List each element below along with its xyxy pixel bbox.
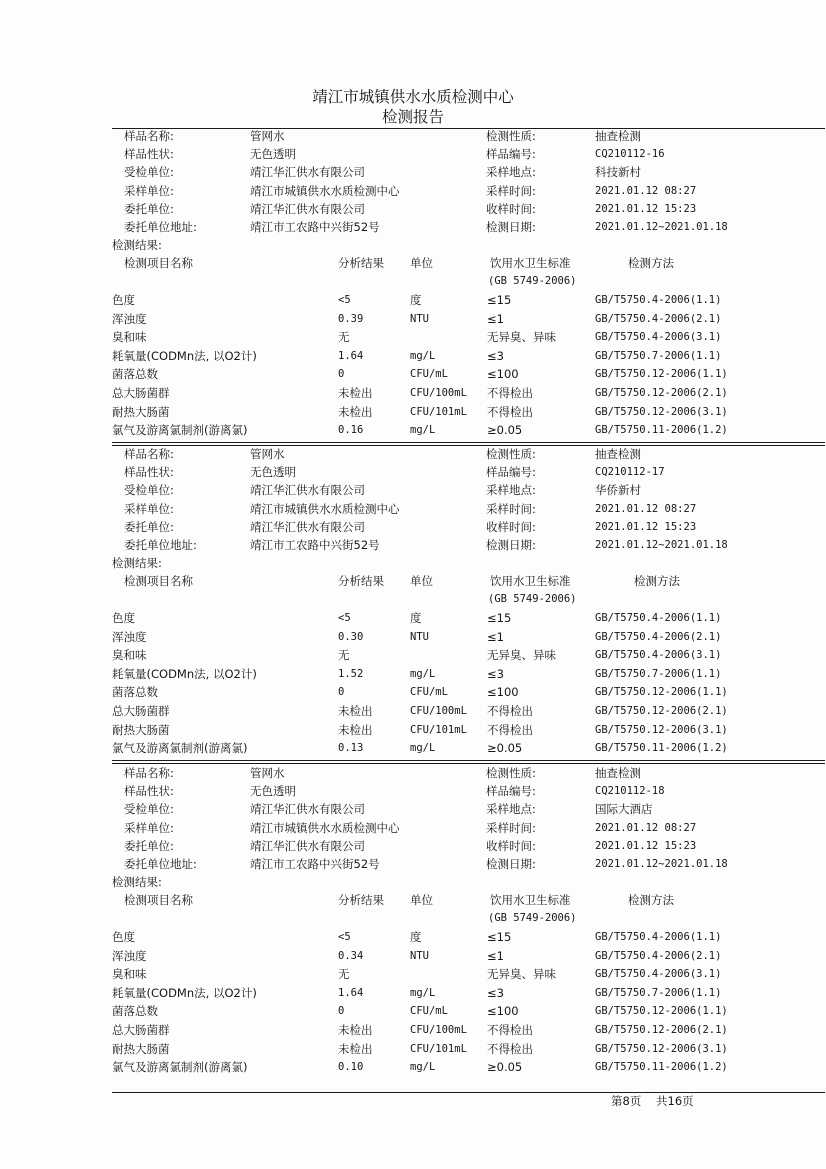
column-header-method: 检测方法 bbox=[634, 574, 680, 588]
info-value: 靖江市城镇供水水质检测中心 bbox=[250, 183, 400, 198]
info-label: 采样时间: bbox=[486, 501, 536, 516]
info-label: 委托单位: bbox=[124, 838, 174, 853]
info-label: 检测性质: bbox=[486, 766, 536, 780]
test-item-name: 耗氧量(CODMn法, 以O2计) bbox=[112, 666, 257, 681]
standard-limit: ≤15 bbox=[487, 930, 512, 944]
test-unit: NTU bbox=[410, 630, 429, 643]
info-label: 采样单位: bbox=[124, 501, 174, 516]
test-method-code: GB/T5750.12-2006(1.1) bbox=[595, 1005, 728, 1018]
sample-section bbox=[0, 768, 826, 1088]
standard-limit: 不得检出 bbox=[487, 1041, 533, 1056]
info-label: 受检单位: bbox=[124, 165, 174, 180]
info-value: 2021.01.12~2021.01.18 bbox=[595, 221, 728, 233]
info-label: 收样时间: bbox=[486, 519, 536, 534]
test-method-code: GB/T5750.4-2006(1.1) bbox=[595, 612, 722, 624]
test-result-value: 未检出 bbox=[338, 722, 373, 737]
test-result-value: 1.52 bbox=[338, 667, 364, 680]
section-divider bbox=[112, 760, 825, 764]
info-value: CQ210112-18 bbox=[595, 785, 665, 798]
column-header-result: 分析结果 bbox=[338, 574, 384, 588]
section-divider bbox=[112, 442, 825, 446]
report-title: 检测报告 bbox=[381, 108, 444, 126]
standard-limit: ≤1 bbox=[487, 948, 504, 963]
sample-section bbox=[0, 131, 826, 451]
info-label: 样品性状: bbox=[124, 784, 174, 799]
info-value: 2021.01.12~2021.01.18 bbox=[595, 539, 728, 551]
info-value: CQ210112-17 bbox=[595, 466, 665, 479]
column-header-unit: 单位 bbox=[410, 574, 433, 588]
info-label: 样品性状: bbox=[124, 147, 174, 162]
test-method-code: GB/T5750.4-2006(1.1) bbox=[595, 931, 722, 943]
standard-limit: ≤15 bbox=[487, 611, 512, 625]
info-value: 抽查检测 bbox=[595, 447, 641, 461]
info-label: 采样单位: bbox=[124, 183, 174, 198]
test-item-name: 耐热大肠菌 bbox=[112, 722, 170, 737]
test-item-name: 臭和味 bbox=[112, 967, 147, 982]
standard-limit: ≤3 bbox=[487, 666, 504, 681]
test-method-code: GB/T5750.4-2006(1.1) bbox=[595, 294, 722, 306]
test-method-code: GB/T5750.4-2006(2.1) bbox=[595, 312, 722, 325]
results-label: 检测结果: bbox=[112, 556, 162, 570]
test-method-code: GB/T5750.12-2006(2.1) bbox=[595, 387, 728, 399]
info-value: 无色透明 bbox=[250, 784, 296, 799]
test-method-code: GB/T5750.7-2006(1.1) bbox=[595, 986, 722, 999]
test-result-value: 未检出 bbox=[338, 1023, 373, 1037]
test-item-name: 总大肠菌群 bbox=[112, 386, 170, 400]
standard-limit: ≥0.05 bbox=[487, 423, 523, 438]
test-result-value: <5 bbox=[338, 294, 351, 306]
info-value: 华侨新村 bbox=[595, 483, 641, 498]
test-unit: CFU/101mL bbox=[410, 1042, 467, 1055]
info-value: 靖江华汇供水有限公司 bbox=[250, 201, 365, 216]
test-unit: CFU/mL bbox=[410, 368, 448, 381]
test-method-code: GB/T5750.11-2006(1.2) bbox=[595, 1061, 728, 1074]
test-unit: 度 bbox=[410, 930, 422, 944]
test-result-value: 0 bbox=[338, 1005, 345, 1018]
info-value: 2021.01.12 15:23 bbox=[595, 839, 697, 852]
column-header-result: 分析结果 bbox=[338, 893, 384, 907]
info-label: 委托单位地址: bbox=[124, 857, 197, 871]
standard-limit: 不得检出 bbox=[487, 404, 533, 419]
info-label: 采样地点: bbox=[486, 165, 536, 180]
info-label: 委托单位地址: bbox=[124, 538, 197, 552]
standard-limit: ≤100 bbox=[487, 367, 519, 382]
standard-limit: 不得检出 bbox=[487, 1023, 533, 1037]
column-header-standard-code: (GB 5749-2006) bbox=[488, 593, 577, 605]
test-result-value: 1.64 bbox=[338, 349, 364, 362]
info-label: 采样地点: bbox=[486, 483, 536, 498]
standard-limit: 不得检出 bbox=[487, 386, 533, 400]
info-label: 样品名称: bbox=[124, 129, 174, 143]
top-rule bbox=[112, 128, 825, 129]
info-value: 无色透明 bbox=[250, 465, 296, 480]
test-result-value: 0.30 bbox=[338, 630, 364, 643]
test-result-value: <5 bbox=[338, 931, 351, 943]
info-label: 采样时间: bbox=[486, 820, 536, 835]
info-value: 2021.01.12~2021.01.18 bbox=[595, 858, 728, 870]
test-unit: mg/L bbox=[410, 986, 436, 999]
test-item-name: 耗氧量(CODMn法, 以O2计) bbox=[112, 348, 257, 363]
test-method-code: GB/T5750.4-2006(3.1) bbox=[595, 649, 722, 662]
info-value: 2021.01.12 15:23 bbox=[595, 520, 697, 533]
info-label: 检测日期: bbox=[486, 857, 536, 871]
standard-limit: ≤100 bbox=[487, 685, 519, 700]
test-item-name: 菌落总数 bbox=[112, 367, 158, 382]
test-method-code: GB/T5750.4-2006(3.1) bbox=[595, 331, 722, 344]
standard-limit: ≤1 bbox=[487, 311, 504, 326]
test-method-code: GB/T5750.12-2006(1.1) bbox=[595, 686, 728, 699]
test-method-code: GB/T5750.7-2006(1.1) bbox=[595, 349, 722, 362]
info-label: 采样时间: bbox=[486, 183, 536, 198]
page-number: 第8页 bbox=[611, 1094, 642, 1108]
test-unit: mg/L bbox=[410, 1061, 436, 1074]
standard-limit: 不得检出 bbox=[487, 704, 533, 718]
test-unit: 度 bbox=[410, 293, 422, 307]
info-value: 靖江市城镇供水水质检测中心 bbox=[250, 820, 400, 835]
info-label: 委托单位地址: bbox=[124, 220, 197, 234]
test-item-name: 臭和味 bbox=[112, 648, 147, 663]
info-label: 样品编号: bbox=[486, 465, 536, 480]
test-method-code: GB/T5750.11-2006(1.2) bbox=[595, 424, 728, 437]
test-item-name: 色度 bbox=[112, 930, 135, 944]
info-label: 委托单位: bbox=[124, 519, 174, 534]
test-result-value: 1.64 bbox=[338, 986, 364, 999]
info-label: 检测性质: bbox=[486, 447, 536, 461]
info-value: 2021.01.12 08:27 bbox=[595, 184, 697, 197]
info-value: 抽查检测 bbox=[595, 129, 641, 143]
info-label: 受检单位: bbox=[124, 483, 174, 498]
test-result-value: 未检出 bbox=[338, 1041, 373, 1056]
column-header-item: 检测项目名称 bbox=[124, 574, 193, 588]
test-method-code: GB/T5750.12-2006(3.1) bbox=[595, 1042, 728, 1055]
test-item-name: 氯气及游离氯制剂(游离氯) bbox=[112, 423, 248, 438]
info-label: 检测日期: bbox=[486, 538, 536, 552]
info-label: 委托单位: bbox=[124, 201, 174, 216]
standard-limit: 无异臭、异味 bbox=[487, 330, 556, 345]
test-unit: CFU/100mL bbox=[410, 1024, 467, 1036]
info-value: 靖江华汇供水有限公司 bbox=[250, 838, 365, 853]
column-header-unit: 单位 bbox=[410, 256, 433, 270]
info-label: 样品名称: bbox=[124, 766, 174, 780]
test-result-value: 0 bbox=[338, 368, 345, 381]
standard-limit: ≤3 bbox=[487, 985, 504, 1000]
test-unit: NTU bbox=[410, 949, 429, 962]
test-item-name: 浑浊度 bbox=[112, 948, 147, 963]
test-result-value: 0.13 bbox=[338, 742, 364, 755]
test-unit: CFU/100mL bbox=[410, 387, 467, 399]
standard-limit: 不得检出 bbox=[487, 722, 533, 737]
test-item-name: 菌落总数 bbox=[112, 1004, 158, 1019]
test-item-name: 色度 bbox=[112, 293, 135, 307]
info-label: 样品性状: bbox=[124, 465, 174, 480]
test-unit: CFU/mL bbox=[410, 686, 448, 699]
standard-limit: ≤15 bbox=[487, 293, 512, 307]
test-method-code: GB/T5750.12-2006(3.1) bbox=[595, 405, 728, 418]
test-method-code: GB/T5750.4-2006(2.1) bbox=[595, 949, 722, 962]
test-unit: CFU/101mL bbox=[410, 723, 467, 736]
test-result-value: 0.16 bbox=[338, 424, 364, 437]
standard-limit: 无异臭、异味 bbox=[487, 648, 556, 663]
test-item-name: 氯气及游离氯制剂(游离氯) bbox=[112, 741, 248, 756]
test-item-name: 臭和味 bbox=[112, 330, 147, 345]
test-method-code: GB/T5750.7-2006(1.1) bbox=[595, 667, 722, 680]
test-item-name: 总大肠菌群 bbox=[112, 704, 170, 718]
test-item-name: 总大肠菌群 bbox=[112, 1023, 170, 1037]
test-result-value: 0 bbox=[338, 686, 345, 699]
sample-section bbox=[0, 449, 826, 769]
info-label: 采样地点: bbox=[486, 802, 536, 817]
info-value: 靖江市工农路中兴街52号 bbox=[250, 538, 380, 552]
test-result-value: 未检出 bbox=[338, 386, 373, 400]
test-unit: mg/L bbox=[410, 667, 436, 680]
standard-limit: ≤1 bbox=[487, 629, 504, 644]
info-label: 检测性质: bbox=[486, 129, 536, 143]
column-header-standard-code: (GB 5749-2006) bbox=[488, 275, 577, 287]
column-header-standard: 饮用水卫生标准 bbox=[490, 893, 571, 907]
test-unit: 度 bbox=[410, 611, 422, 625]
info-value: 管网水 bbox=[250, 447, 285, 461]
test-method-code: GB/T5750.4-2006(2.1) bbox=[595, 630, 722, 643]
info-value: 靖江市城镇供水水质检测中心 bbox=[250, 501, 400, 516]
info-value: 2021.01.12 08:27 bbox=[595, 821, 697, 834]
test-unit: mg/L bbox=[410, 349, 436, 362]
test-result-value: 无 bbox=[338, 967, 350, 982]
info-value: 靖江华汇供水有限公司 bbox=[250, 165, 365, 180]
bottom-rule bbox=[112, 1092, 825, 1093]
results-label: 检测结果: bbox=[112, 238, 162, 252]
results-label: 检测结果: bbox=[112, 875, 162, 889]
test-item-name: 菌落总数 bbox=[112, 685, 158, 700]
test-item-name: 耐热大肠菌 bbox=[112, 404, 170, 419]
test-item-name: 浑浊度 bbox=[112, 629, 147, 644]
info-value: 国际大酒店 bbox=[595, 802, 653, 817]
test-result-value: <5 bbox=[338, 612, 351, 624]
test-unit: CFU/101mL bbox=[410, 405, 467, 418]
test-unit: mg/L bbox=[410, 742, 436, 755]
test-method-code: GB/T5750.12-2006(3.1) bbox=[595, 723, 728, 736]
info-value: 靖江市工农路中兴街52号 bbox=[250, 220, 380, 234]
standard-limit: 无异臭、异味 bbox=[487, 967, 556, 982]
column-header-method: 检测方法 bbox=[628, 256, 674, 270]
info-label: 采样单位: bbox=[124, 820, 174, 835]
standard-limit: ≤3 bbox=[487, 348, 504, 363]
info-value: CQ210112-16 bbox=[595, 148, 665, 161]
column-header-item: 检测项目名称 bbox=[124, 256, 193, 270]
test-unit: CFU/100mL bbox=[410, 705, 467, 717]
info-value: 科技新村 bbox=[595, 165, 641, 180]
test-method-code: GB/T5750.12-2006(2.1) bbox=[595, 1024, 728, 1036]
column-header-result: 分析结果 bbox=[338, 256, 384, 270]
test-result-value: 未检出 bbox=[338, 404, 373, 419]
info-label: 检测日期: bbox=[486, 220, 536, 234]
test-unit: mg/L bbox=[410, 424, 436, 437]
standard-limit: ≤100 bbox=[487, 1004, 519, 1019]
page-total: 共16页 bbox=[656, 1094, 694, 1108]
test-result-value: 无 bbox=[338, 648, 350, 663]
column-header-standard: 饮用水卫生标准 bbox=[490, 256, 571, 270]
standard-limit: ≥0.05 bbox=[487, 1060, 523, 1075]
test-unit: NTU bbox=[410, 312, 429, 325]
info-value: 靖江华汇供水有限公司 bbox=[250, 802, 365, 817]
column-header-standard: 饮用水卫生标准 bbox=[490, 574, 571, 588]
info-label: 收样时间: bbox=[486, 838, 536, 853]
info-value: 管网水 bbox=[250, 766, 285, 780]
test-item-name: 浑浊度 bbox=[112, 311, 147, 326]
info-label: 受检单位: bbox=[124, 802, 174, 817]
info-value: 靖江市工农路中兴街52号 bbox=[250, 857, 380, 871]
info-label: 样品名称: bbox=[124, 447, 174, 461]
test-result-value: 未检出 bbox=[338, 704, 373, 718]
test-unit: CFU/mL bbox=[410, 1005, 448, 1018]
test-result-value: 无 bbox=[338, 330, 350, 345]
info-value: 抽查检测 bbox=[595, 766, 641, 780]
column-header-method: 检测方法 bbox=[628, 893, 674, 907]
test-result-value: 0.34 bbox=[338, 949, 364, 962]
organization-title: 靖江市城镇供水水质检测中心 bbox=[312, 88, 514, 106]
info-label: 样品编号: bbox=[486, 147, 536, 162]
test-item-name: 耗氧量(CODMn法, 以O2计) bbox=[112, 985, 257, 1000]
info-value: 靖江华汇供水有限公司 bbox=[250, 519, 365, 534]
test-item-name: 氯气及游离氯制剂(游离氯) bbox=[112, 1060, 248, 1075]
test-method-code: GB/T5750.12-2006(2.1) bbox=[595, 705, 728, 717]
test-result-value: 0.10 bbox=[338, 1061, 364, 1074]
info-value: 2021.01.12 08:27 bbox=[595, 502, 697, 515]
info-value: 靖江华汇供水有限公司 bbox=[250, 483, 365, 498]
info-label: 样品编号: bbox=[486, 784, 536, 799]
column-header-standard-code: (GB 5749-2006) bbox=[488, 912, 577, 924]
column-header-item: 检测项目名称 bbox=[124, 893, 193, 907]
test-method-code: GB/T5750.4-2006(3.1) bbox=[595, 968, 722, 981]
info-value: 2021.01.12 15:23 bbox=[595, 202, 697, 215]
test-method-code: GB/T5750.12-2006(1.1) bbox=[595, 368, 728, 381]
info-value: 无色透明 bbox=[250, 147, 296, 162]
test-method-code: GB/T5750.11-2006(1.2) bbox=[595, 742, 728, 755]
info-value: 管网水 bbox=[250, 129, 285, 143]
test-item-name: 色度 bbox=[112, 611, 135, 625]
test-result-value: 0.39 bbox=[338, 312, 364, 325]
column-header-unit: 单位 bbox=[410, 893, 433, 907]
test-item-name: 耐热大肠菌 bbox=[112, 1041, 170, 1056]
standard-limit: ≥0.05 bbox=[487, 741, 523, 756]
info-label: 收样时间: bbox=[486, 201, 536, 216]
